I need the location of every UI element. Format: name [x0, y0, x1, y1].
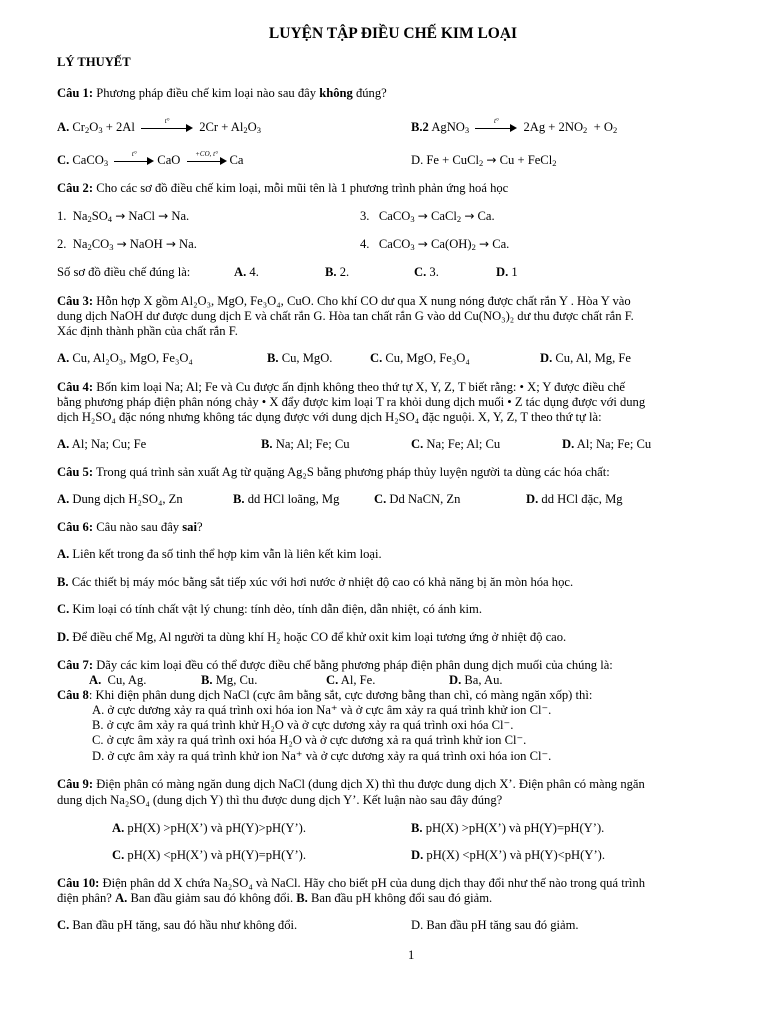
question-10: Câu 10: Điện phân dd X chứa Na₂SO₄ và NaCl. Hãy cho biết pH của dung dịch thay đổi như thế nào trong quá trình [57, 876, 646, 890]
question-4-line-3: dịch H₂SO₄ đặc nóng nhưng không tác dụng được với dung dịch H₂SO₄ đặc nguội. X, Y, Z, T theo thứ tự là: [57, 410, 602, 424]
q5-option-d: D. dd HCl đặc, Mg [526, 492, 623, 506]
question-8: Câu 8: Khi điện phân dung dịch NaCl (cực âm bằng sắt, cực dương bằng than chì, có màng ngăn xốp) thì: [57, 688, 593, 702]
q2-option-c: C. 3. [414, 265, 439, 279]
q3-option-a: A. Cu, Al₂O₃, MgO, Fe₃O₄ [57, 351, 193, 365]
page-number: 1 [408, 948, 415, 962]
reaction-arrow-icon: t° [475, 121, 517, 135]
q1-option-d: D. Fe + CuCl$_2$ → Cu + FeCl$_2$ [411, 153, 557, 168]
question-2: Câu 2: Cho các sơ đồ điều chế kim loại, mỗi mũi tên là 1 phương trình phản ứng hoá học [57, 181, 509, 195]
q4-option-b: B. Na; Al; Fe; Cu [261, 437, 350, 451]
q1-option-b: B.2 AgNO$_3$ t° $2Ag + 2NO_2 + O_2$ [411, 117, 618, 135]
arrow-right-icon: → [417, 209, 428, 223]
q3-option-d: D. Cu, Al, Mg, Fe [540, 351, 631, 365]
q1-option-c: C. CaCO$_3$ t° CaO +CO, t° Ca [57, 150, 244, 168]
question-10-line-2: điện phân? A. Ban đầu giảm sau đó không đổi. B. Ban đầu pH không đổi sau đó giảm. [57, 891, 493, 905]
question-9: Câu 9: Điện phân có màng ngăn dung dịch NaCl (dung dịch X) thì thu được dung dịch X’. Điện phân có màng ngăn [57, 777, 645, 791]
arrow-right-icon: → [158, 209, 169, 223]
q5-option-a: A. Dung dịch H₂SO₄, Zn [57, 492, 183, 506]
q2-option-b: B. 2. [325, 265, 350, 279]
reaction-arrow-icon: +CO, t° [187, 154, 227, 168]
question-1: Câu 1: Phương pháp điều chế kim loại nào sau đây không đúng? [57, 86, 387, 100]
q4-option-a: A. Al; Na; Cu; Fe [57, 437, 147, 451]
arrow-right-icon: → [464, 209, 475, 223]
q1-option-a: A. $Cr_2O_3 + 2Al$ t° $2Cr + Al_2O_3$ [57, 117, 262, 135]
document-title: LUYỆN TẬP ĐIỀU CHẾ KIM LOẠI [268, 25, 518, 42]
question-3-line-2: dung dịch NaOH dư được dung dịch E và chất rắn G. Hòa tan chất rắn G vào dd Cu(NO₃)₂ dư thu được chất rắn F. [57, 309, 634, 323]
q8-option-b: B. ở cực âm xảy ra quá trình khử H₂O và ở cực dương xảy ra quá trình oxi hóa Cl⁻. [92, 718, 514, 732]
q10-option-b-label: B. [296, 891, 308, 905]
q3-option-b: B. Cu, MgO. [267, 351, 333, 365]
q9-option-a: A. pH(X) >pH(X’) và pH(Y)>pH(Y’). [112, 821, 306, 835]
reaction-arrow-icon: t° [141, 121, 193, 135]
q7-option-d: D. Ba, Au. [449, 673, 503, 687]
q2-scheme-1: 1. $Na_2SO_4$ → NaCl → Na. [57, 209, 190, 224]
q7-option-b: B. Mg, Cu. [201, 673, 258, 687]
q10-option-b: Ban đầu pH không đổi sau đó giảm. [311, 891, 493, 905]
question-3-line-3: Xác định thành phần của chất rắn F. [57, 324, 238, 338]
question-3: Câu 3: Hỗn hợp X gồm Al₂O₃, MgO, Fe₃O₄, CuO. Cho khí CO dư qua X nung nóng được chất rắn Y . Hòa Y vào [57, 294, 631, 308]
question-4: Câu 4: Bốn kim loại Na; Al; Fe và Cu được ấn định không theo thứ tự X, Y, Z, T biết rằng: • X; Y được điều chế [57, 380, 625, 394]
question-7: Câu 7: Dãy các kim loại đều có thể được điều chế bằng phương pháp điện phân dung dịch muối của chúng là: [57, 658, 613, 672]
q2-ask: Số sơ đồ điều chế đúng là: [57, 265, 191, 279]
q2-scheme-2: 2. $Na_2CO_3$ → NaOH → Na. [57, 237, 197, 252]
q9-option-d: D. pH(X) <pH(X’) và pH(Y)<pH(Y’). [411, 848, 605, 862]
q6-option-b: B. Các thiết bị máy móc bằng sắt tiếp xúc với hơi nước ở nhiệt độ cao có khả năng bị ăn mòn hóa học. [57, 575, 574, 589]
q7-option-c: C. Al, Fe. [326, 673, 376, 687]
q2-option-d: D. 1 [496, 265, 518, 279]
arrow-right-icon: → [115, 209, 126, 223]
question-label: Câu 1: [57, 86, 94, 100]
q10-option-a-label: A. [115, 891, 128, 905]
q10-option-d: D. Ban đầu pH tăng sau đó giảm. [411, 918, 579, 932]
question-label: Câu 2: [57, 181, 94, 195]
q10-option-c: C. Ban đầu pH tăng, sau đó hầu như không đổi. [57, 918, 298, 932]
q2-scheme-4: 4. CaCO$_3$ → $Ca(OH)_2 \to Ca$. [360, 237, 510, 252]
q9-option-b: B. pH(X) >pH(X’) và pH(Y)=pH(Y’). [411, 821, 605, 835]
q5-option-b: B. dd HCl loãng, Mg [233, 492, 340, 506]
q8-option-a: A. ở cực dương xảy ra quá trình oxi hóa ion Na⁺ và ở cực âm xảy ra quá trình khử ion Cl⁻. [92, 703, 552, 717]
arrow-right-icon: → [486, 153, 497, 167]
question-4-line-2: bằng phương pháp điện phân nóng chảy • X đẩy được kim loại T ra khỏi dung dịch muối • Z tác dụng được với dung [57, 395, 646, 409]
q4-option-c: C. Na; Fe; Al; Cu [411, 437, 501, 451]
q9-option-c: C. pH(X) <pH(X’) và pH(Y)=pH(Y’). [112, 848, 306, 862]
arrow-right-icon: → [478, 237, 490, 251]
arrow-right-icon: → [165, 237, 176, 251]
question-6: Câu 6: Câu nào sau đây sai? [57, 520, 203, 534]
q8-option-c: C. ở cực âm xảy ra quá trình oxi hóa H₂O và ở cực dương xả ra quá trình khử ion Cl⁻. [92, 733, 527, 747]
q8-option-d: D. ở cực âm xảy ra quá trình khử ion Na⁺ và ở cực dương xảy ra quá trình oxi hóa ion Cl⁻. [92, 749, 552, 763]
arrow-right-icon: → [417, 237, 428, 251]
reaction-arrow-icon: t° [114, 154, 154, 168]
q2-option-a: A. 4. [234, 265, 259, 279]
arrow-right-icon: → [116, 237, 127, 251]
q6-option-c: C. Kim loại có tính chất vật lý chung: tính dẻo, tính dẫn điện, dẫn nhiệt, có ánh kim. [57, 602, 482, 616]
section-heading: LÝ THUYẾT [57, 55, 131, 69]
q4-option-d: D. Al; Na; Fe; Cu [562, 437, 652, 451]
q10-option-a: Ban đầu giảm sau đó không đổi. [130, 891, 294, 905]
q5-option-c: C. Dd NaCN, Zn [374, 492, 461, 506]
q3-option-c: C. Cu, MgO, Fe₃O₄ [370, 351, 470, 365]
question-9-line-2: dung dịch Na₂SO₄ (dung dịch Y) thì thu được dung dịch Y’. Kết luận nào sau đây đúng? [57, 793, 503, 807]
q6-option-a: A. Liên kết trong đa số tinh thể hợp kim vẫn là liên kết kim loại. [57, 547, 382, 561]
q2-scheme-3: 3. CaCO$_3$ → CaCl$_2$ → Ca. [360, 209, 495, 224]
q7-option-a: A. Cu, Ag. [89, 673, 147, 687]
q6-option-d: D. Để điều chế Mg, Al người ta dùng khí H₂ hoặc CO để khử oxit kim loại tương ứng ở nhiệt độ cao. [57, 630, 567, 644]
question-5: Câu 5: Trong quá trình sản xuất Ag từ quặng Ag₂S bằng phương pháp thủy luyện người ta dùng các hóa chất: [57, 465, 610, 479]
